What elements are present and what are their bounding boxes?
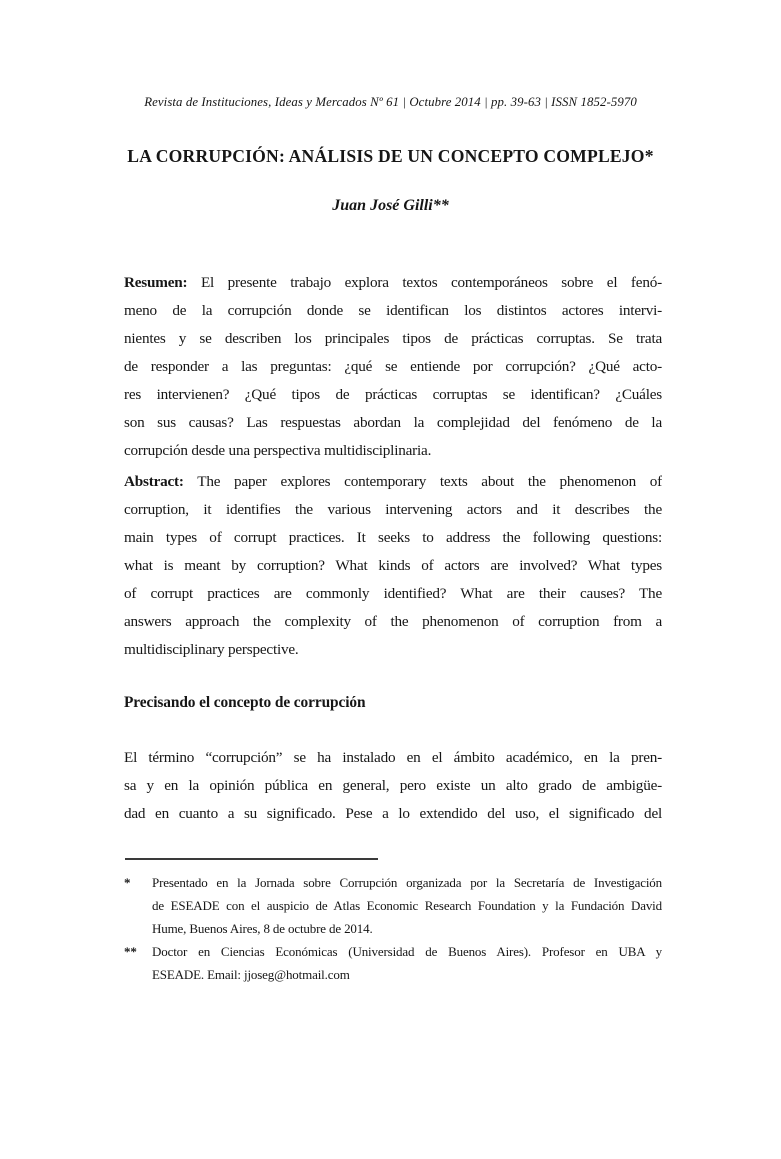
author-name: Juan José Gilli** — [332, 197, 449, 214]
resumen-label: Resumen: — [124, 274, 188, 291]
body-line-1: sa y en la opinión pública en general, pero existe un alto grado de ambigüe- — [124, 777, 662, 794]
footnote-2-text — [152, 940, 662, 986]
footnote-2 — [124, 940, 662, 986]
text-line — [124, 269, 662, 297]
abstract-line-0: The paper explores contemporary texts about the phenomenon of — [197, 473, 662, 490]
abstract-line-3: what is meant by corruption? What kinds of actors are involved? What types — [124, 557, 662, 574]
body-paragraph — [124, 744, 662, 828]
body-line-2: dad en cuanto a su significado. Pese a lo extendido del uso, el significado del — [124, 805, 662, 822]
abstract-paragraph — [124, 468, 662, 664]
abstract-line-1: corruption, it identifies the various intervening actors and it describes the — [124, 501, 662, 518]
resumen-line-4: res intervienen? ¿Qué tipos de prácticas corruptas se identifican? ¿Cuáles — [124, 386, 662, 403]
footnote-1-text — [152, 871, 662, 940]
abstract-line-5: answers approach the complexity of the phenomenon of corruption from a — [124, 613, 662, 630]
footnote-1-line-0: Presentado en la Jornada sobre Corrupción organizada por la Secretaría de Investigación — [152, 875, 662, 890]
journal-header: Revista de Instituciones, Ideas y Mercados Nº 61 | Octubre 2014 | pp. 39-63 | ISSN 1852-5970 — [144, 95, 637, 109]
footnote-separator-rule — [125, 858, 378, 860]
footnote-2-line-1: ESEADE. Email: jjoseg@hotmail.com — [152, 967, 350, 982]
resumen-paragraph — [124, 269, 662, 465]
resumen-line-2: nientes y se describen los principales tipos de prácticas corruptas. Se trata — [124, 330, 662, 347]
resumen-line-6: corrupción desde una perspectiva multidisciplinaria. — [124, 442, 432, 459]
abstract-label: Abstract: — [124, 473, 184, 490]
text-line — [124, 468, 662, 496]
footnote-1-marker: * — [124, 875, 131, 890]
footnote-1 — [124, 871, 662, 940]
footnote-1-line-1: de ESEADE con el auspicio de Atlas Economic Research Foundation y la Fundación David — [152, 898, 662, 913]
footnote-2-marker: ** — [124, 944, 137, 959]
abstract-line-6: multidisciplinary perspective. — [124, 641, 299, 658]
abstract-line-2: main types of corrupt practices. It seeks to address the following questions: — [124, 529, 662, 546]
footnote-1-line-2: Hume, Buenos Aires, 8 de octubre de 2014. — [152, 921, 373, 936]
resumen-line-5: son sus causas? Las respuestas abordan la complejidad del fenómeno de la — [124, 414, 662, 431]
resumen-line-1: meno de la corrupción donde se identifican los distintos actores intervi- — [124, 302, 662, 319]
abstract-line-4: of corrupt practices are commonly identified? What are their causes? The — [124, 585, 662, 602]
paper-title: LA CORRUPCIÓN: ANÁLISIS DE UN CONCEPTO COMPLEJO* — [127, 146, 654, 166]
body-line-0: El término “corrupción” se ha instalado en el ámbito académico, en la pren- — [124, 749, 662, 766]
resumen-line-3: de responder a las preguntas: ¿qué se entiende por corrupción? ¿Qué acto- — [124, 358, 662, 375]
footnotes-block — [124, 871, 662, 986]
footnote-2-line-0: Doctor en Ciencias Económicas (Universidad de Buenos Aires). Profesor en UBA y — [152, 944, 662, 959]
resumen-line-0: El presente trabajo explora textos contemporáneos sobre el fenó- — [200, 274, 662, 291]
section-heading: Precisando el concepto de corrupción — [124, 694, 366, 711]
